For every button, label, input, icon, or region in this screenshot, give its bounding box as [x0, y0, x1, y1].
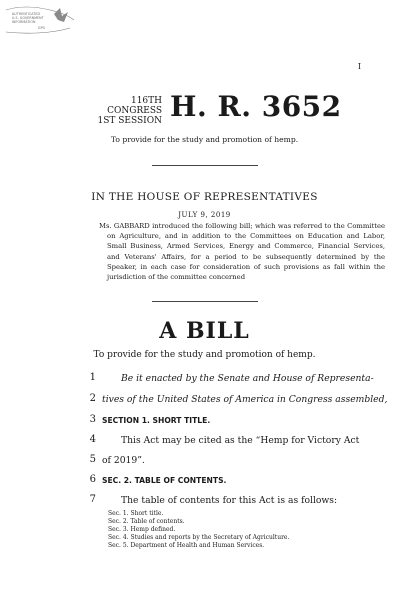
introduction-paragraph — [99, 221, 385, 282]
line-number: 7 — [89, 494, 96, 505]
enacting-clause-continued: tives of the United States of America in Congress assembled, — [102, 394, 388, 405]
toc-entry: Sec. 5. Department of Health and Human Services. — [108, 542, 265, 549]
page-marker: I — [357, 62, 361, 71]
introduction-text: introduced the following bill; which was referred to the Committee on Agriculture, and in addition to the Committees on Education and Labor, Small Business, Armed Services, Energy and Commerce, Financial Services, and Veterans' Affairs, for a period to be subsequently determined by the Speaker, in each case for consideration of such provisions as fall within the jurisdiction of the committee concerned — [107, 222, 385, 282]
divider-rule — [152, 165, 258, 166]
section-text: The table of contents for this Act is as follows: — [121, 495, 338, 506]
toc-entry: Sec. 2. Table of contents. — [108, 518, 185, 525]
introduction-date: JULY 9, 2019 — [178, 211, 231, 219]
line-number: 5 — [89, 454, 96, 465]
line-number: 2 — [89, 393, 96, 404]
divider-rule — [152, 301, 258, 302]
gpo-seal-logo — [4, 4, 80, 36]
congress-session-block — [86, 96, 162, 126]
bill-number: H. R. 3652 — [170, 90, 342, 123]
enacting-clause: Be it enacted by the Senate and House of Representa- — [121, 373, 374, 384]
session-label: 1ST SESSION — [97, 116, 162, 126]
section-text: of 2019”. — [102, 455, 145, 466]
section-heading: SEC. 2. TABLE OF CONTENTS. — [102, 476, 227, 485]
bill-title: A BILL — [159, 318, 250, 344]
seal-text-line: INFORMATION — [12, 20, 36, 24]
section-heading: SECTION 1. SHORT TITLE. — [102, 416, 211, 425]
toc-entry: Sec. 1. Short title. — [108, 510, 164, 517]
toc-entry: Sec. 4. Studies and reports by the Secretary of Agriculture. — [108, 534, 290, 541]
seal-text-line: GPO — [38, 26, 46, 30]
table-of-contents — [108, 510, 289, 550]
seal-text-line: U.S. GOVERNMENT — [12, 16, 44, 20]
seal-text-line: AUTHENTICATED — [12, 12, 41, 16]
line-number: 6 — [89, 474, 96, 485]
congress-label: 116TH CONGRESS — [107, 96, 162, 116]
line-number: 1 — [89, 372, 96, 383]
bill-purpose: To provide for the study and promotion of hemp. — [93, 350, 316, 360]
sponsor-name: Ms. GABBARD — [99, 222, 150, 230]
house-heading: IN THE HOUSE OF REPRESENTATIVES — [91, 191, 318, 203]
short-purpose: To provide for the study and promotion of hemp. — [110, 135, 299, 144]
toc-entry: Sec. 3. Hemp defined. — [108, 526, 176, 533]
section-text: This Act may be cited as the “Hemp for Victory Act — [121, 435, 360, 446]
line-number: 3 — [89, 414, 96, 425]
line-number: 4 — [89, 434, 96, 445]
